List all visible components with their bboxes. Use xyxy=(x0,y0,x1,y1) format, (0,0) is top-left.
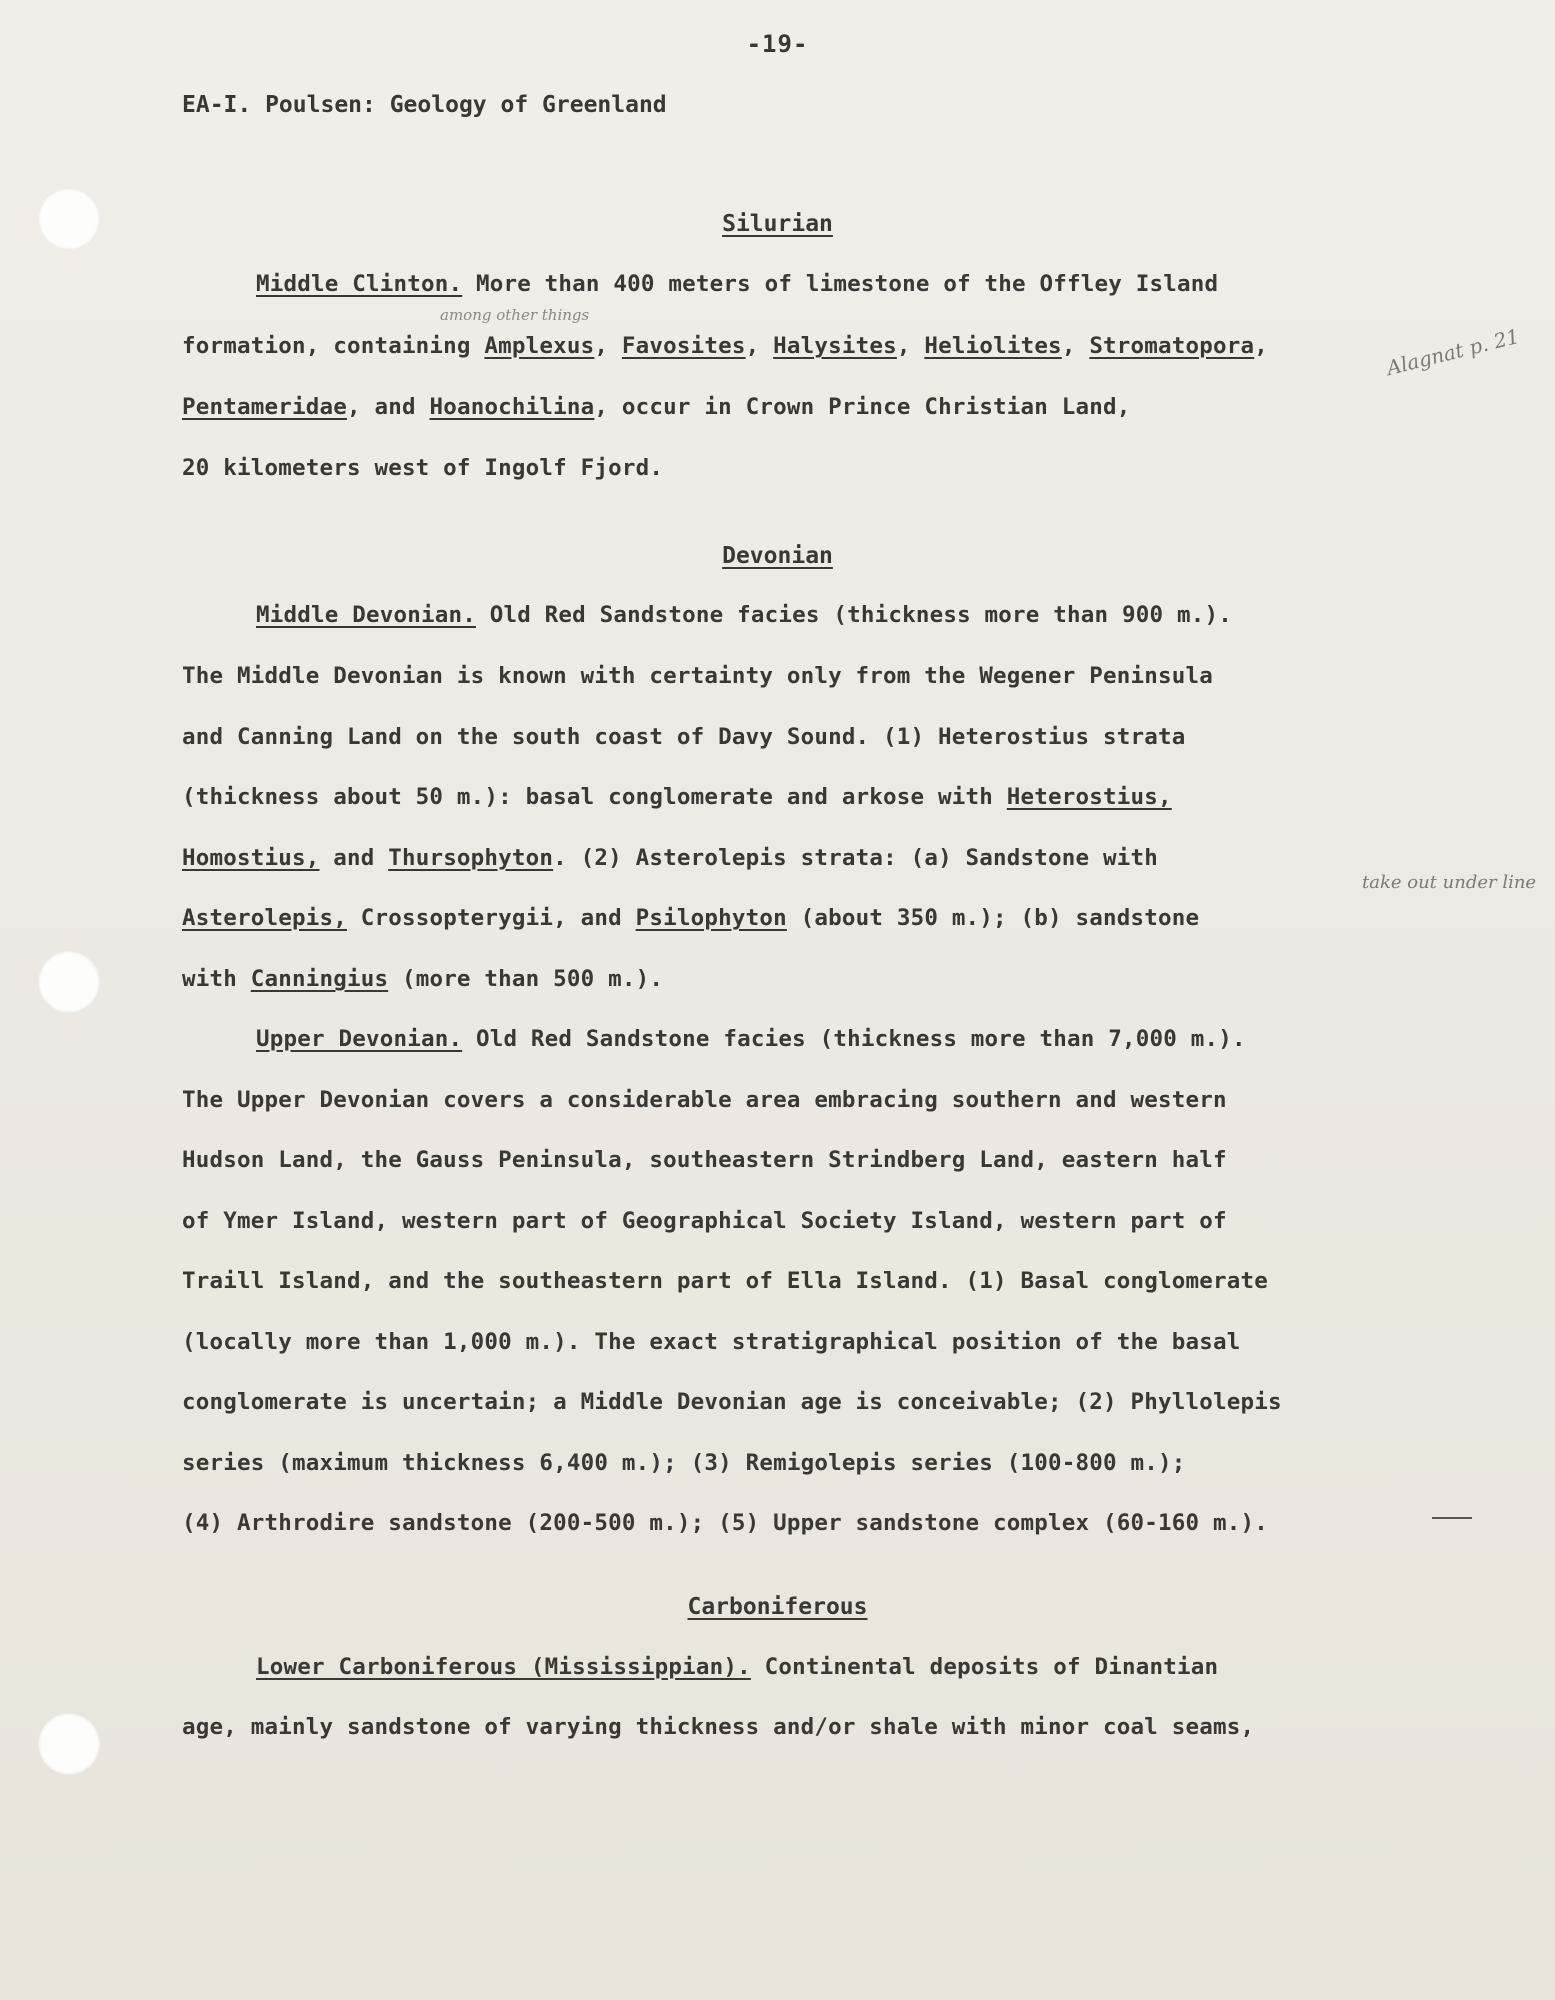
text-line: conglomerate is uncertain; a Middle Devonian age is conceivable; (2) Phyllolepis xyxy=(182,1389,1282,1415)
text-line: series (maximum thickness 6,400 m.); (3) Remigolepis series (100-800 m.); xyxy=(182,1450,1186,1476)
text-line: The Upper Devonian covers a considerable area embracing southern and western xyxy=(182,1087,1227,1113)
margin-dash-mark xyxy=(1432,1517,1472,1519)
text-line: The Middle Devonian is known with certainty only from the Wegener Peninsula xyxy=(182,663,1213,689)
text-line: Hudson Land, the Gauss Peninsula, southeastern Strindberg Land, eastern half xyxy=(182,1147,1227,1173)
text-line: formation, containing Amplexus, Favosites, Halysites, Heliolites, Stromatopora, xyxy=(182,333,1269,359)
text-line: (thickness about 50 m.): basal conglomerate and arkose with Heterostius, xyxy=(182,784,1172,810)
punch-hole xyxy=(38,1713,100,1775)
document-header: EA-I. Poulsen: Geology of Greenland xyxy=(182,92,667,118)
section-heading-silurian: Silurian xyxy=(722,211,833,237)
text-line: 20 kilometers west of Ingolf Fjord. xyxy=(182,455,664,481)
text-line: of Ymer Island, western part of Geographical Society Island, western part of xyxy=(182,1208,1227,1234)
text-line: Homostius, and Thursophyton. (2) Asterolepis strata: (a) Sandstone with xyxy=(182,845,1159,871)
text-line: Lower Carboniferous (Mississippian). Continental deposits of Dinantian xyxy=(256,1654,1219,1680)
text-line: Middle Clinton. More than 400 meters of limestone of the Offley Island xyxy=(256,271,1219,297)
text-line: with Canningius (more than 500 m.). xyxy=(182,966,664,992)
handwritten-margin-note: Alagnat p. 21 xyxy=(1384,323,1522,381)
handwritten-insert-note: among other things xyxy=(440,306,590,324)
text-line: Traill Island, and the southeastern part of Ella Island. (1) Basal conglomerate xyxy=(182,1268,1268,1294)
text-line: age, mainly sandstone of varying thickness and/or shale with minor coal seams, xyxy=(182,1714,1255,1740)
handwritten-margin-note: take out under line xyxy=(1362,872,1537,893)
section-heading-carboniferous: Carboniferous xyxy=(687,1594,868,1620)
text-line: (locally more than 1,000 m.). The exact stratigraphical position of the basal xyxy=(182,1329,1241,1355)
text-line: Upper Devonian. Old Red Sandstone facies (thickness more than 7,000 m.). xyxy=(256,1026,1246,1052)
text-line: and Canning Land on the south coast of Davy Sound. (1) Heterostius strata xyxy=(182,724,1186,750)
page-number: -19- xyxy=(746,30,809,58)
punch-hole xyxy=(38,951,100,1013)
text-line: Asterolepis, Crossopterygii, and Psilophyton (about 350 m.); (b) sandstone xyxy=(182,905,1200,931)
section-heading-devonian: Devonian xyxy=(722,543,833,569)
text-line: Middle Devonian. Old Red Sandstone facies (thickness more than 900 m.). xyxy=(256,602,1232,628)
text-line: (4) Arthrodire sandstone (200-500 m.); (5) Upper sandstone complex (60-160 m.). xyxy=(182,1510,1268,1536)
text-line: Pentameridae, and Hoanochilina, occur in Crown Prince Christian Land, xyxy=(182,394,1131,420)
